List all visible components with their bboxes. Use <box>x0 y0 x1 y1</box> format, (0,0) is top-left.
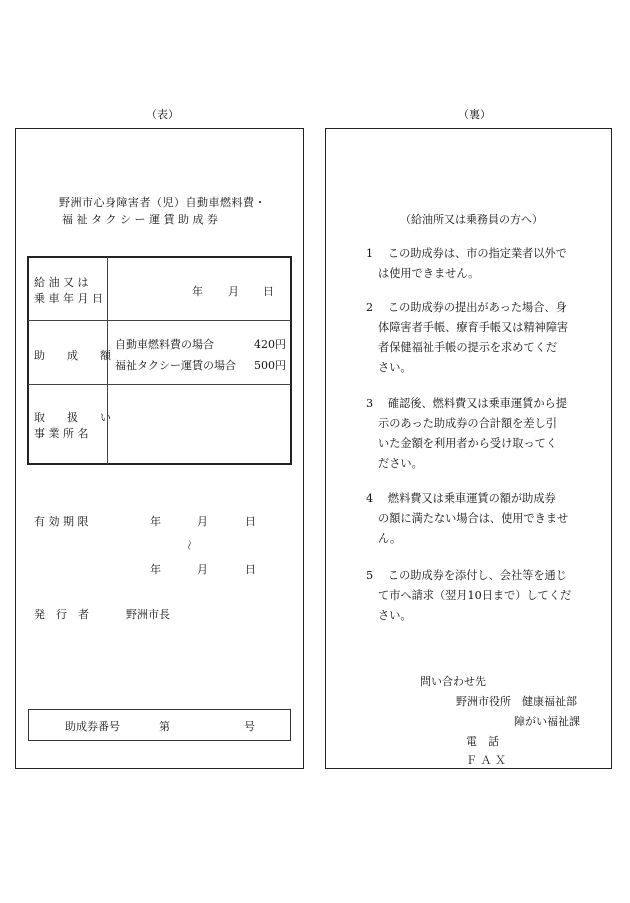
back-item-2 <box>366 298 568 378</box>
validity-day: 日 <box>245 515 256 528</box>
table-row-divider-2 <box>28 384 291 385</box>
item-line: この助成券は、市の指定業者以外で <box>387 247 567 260</box>
validity-year2: 年 <box>150 563 161 576</box>
contact-dept: 障がい福祉課 <box>514 715 580 728</box>
ticket-number-dai: 第 <box>159 720 170 733</box>
contact-org: 野洲市役所 健康福祉部 <box>456 695 577 708</box>
item-line: て市へ請求（翌月10日まで）してくだ <box>378 589 572 602</box>
back-item-3 <box>366 394 567 474</box>
item-number: 1 <box>366 247 374 260</box>
validity-year: 年 <box>150 515 161 528</box>
row1-label-line2: 乗 車 年 月 日 <box>34 292 103 305</box>
item-number: 5 <box>366 569 374 582</box>
validity-month2: 月 <box>197 563 208 576</box>
item-line: ん。 <box>378 532 402 545</box>
row2-label: 助 成 額 <box>34 349 111 362</box>
front-title-line2: 福 祉 タ ク シ ー 運 賃 助 成 券 <box>62 213 218 226</box>
back-item-1 <box>366 244 567 284</box>
validity-label: 有 効 期 限 <box>34 515 89 528</box>
item-line: さい。 <box>378 609 412 622</box>
item-line: ださい。 <box>378 457 423 470</box>
issuer-value: 野洲市長 <box>126 608 170 621</box>
item-line: この助成券の提出があった場合、身 <box>387 301 567 314</box>
contact-fax: Ｆ Ａ Ｘ <box>466 754 506 767</box>
back-heading: （給油所又は乗務員の方へ） <box>400 213 543 226</box>
item-line: 確認後、燃料費又は乗車運賃から提 <box>387 397 567 410</box>
item-line: は使用できません。 <box>378 267 480 280</box>
table-row-divider-1 <box>28 320 291 321</box>
item-number: 2 <box>366 301 374 314</box>
ticket-number-label: 助成券番号 <box>65 720 120 733</box>
contact-tel: 電 話 <box>466 735 499 748</box>
item-number: 4 <box>366 492 374 505</box>
contact-title: 問い合わせ先 <box>420 675 486 688</box>
ticket-number-go: 号 <box>244 720 255 733</box>
item-line: いた金額を利用者から受け取ってく <box>378 437 558 450</box>
item-line: 体障害者手帳、療育手帳又は精神障害 <box>378 321 569 334</box>
row1-label-line1: 給 油 又 は <box>34 276 89 289</box>
item-line: この助成券を添付し、会社等を通じ <box>387 569 567 582</box>
validity-tilde: 〜 <box>182 539 196 551</box>
row1-day: 日 <box>263 285 274 298</box>
front-side-label: （表） <box>146 108 179 121</box>
item-line: 者保健福祉手帳の提示を求めてくだ <box>378 341 558 354</box>
back-item-4 <box>366 489 568 549</box>
row1-month: 月 <box>228 285 239 298</box>
item-number: 3 <box>366 397 374 410</box>
row1-year: 年 <box>192 285 203 298</box>
row3-label-line1: 取 扱 い <box>34 411 111 424</box>
item-line: 示のあった助成券の合計額を差し引 <box>378 417 557 430</box>
row2-item1: 自動車燃料費の場合 <box>115 338 214 351</box>
validity-day2: 日 <box>245 563 256 576</box>
row3-label-line2: 事 業 所 名 <box>34 427 89 440</box>
back-side-label: （裏） <box>458 108 491 121</box>
front-title-line1: 野洲市心身障害者（児）自動車燃料費・ <box>59 196 266 209</box>
issuer-label: 発 行 者 <box>34 608 89 621</box>
item-line: 燃料費又は乗車運賃の額が助成券 <box>387 492 556 505</box>
row2-amount1: 420円 <box>254 338 286 351</box>
row2-item2: 福祉タクシー運賃の場合 <box>115 359 236 372</box>
back-item-5 <box>366 566 571 626</box>
validity-month: 月 <box>197 515 208 528</box>
item-line: さい。 <box>378 361 412 374</box>
row2-amount2: 500円 <box>254 359 286 372</box>
item-line: の額に満たない場合は、使用できませ <box>378 512 569 525</box>
